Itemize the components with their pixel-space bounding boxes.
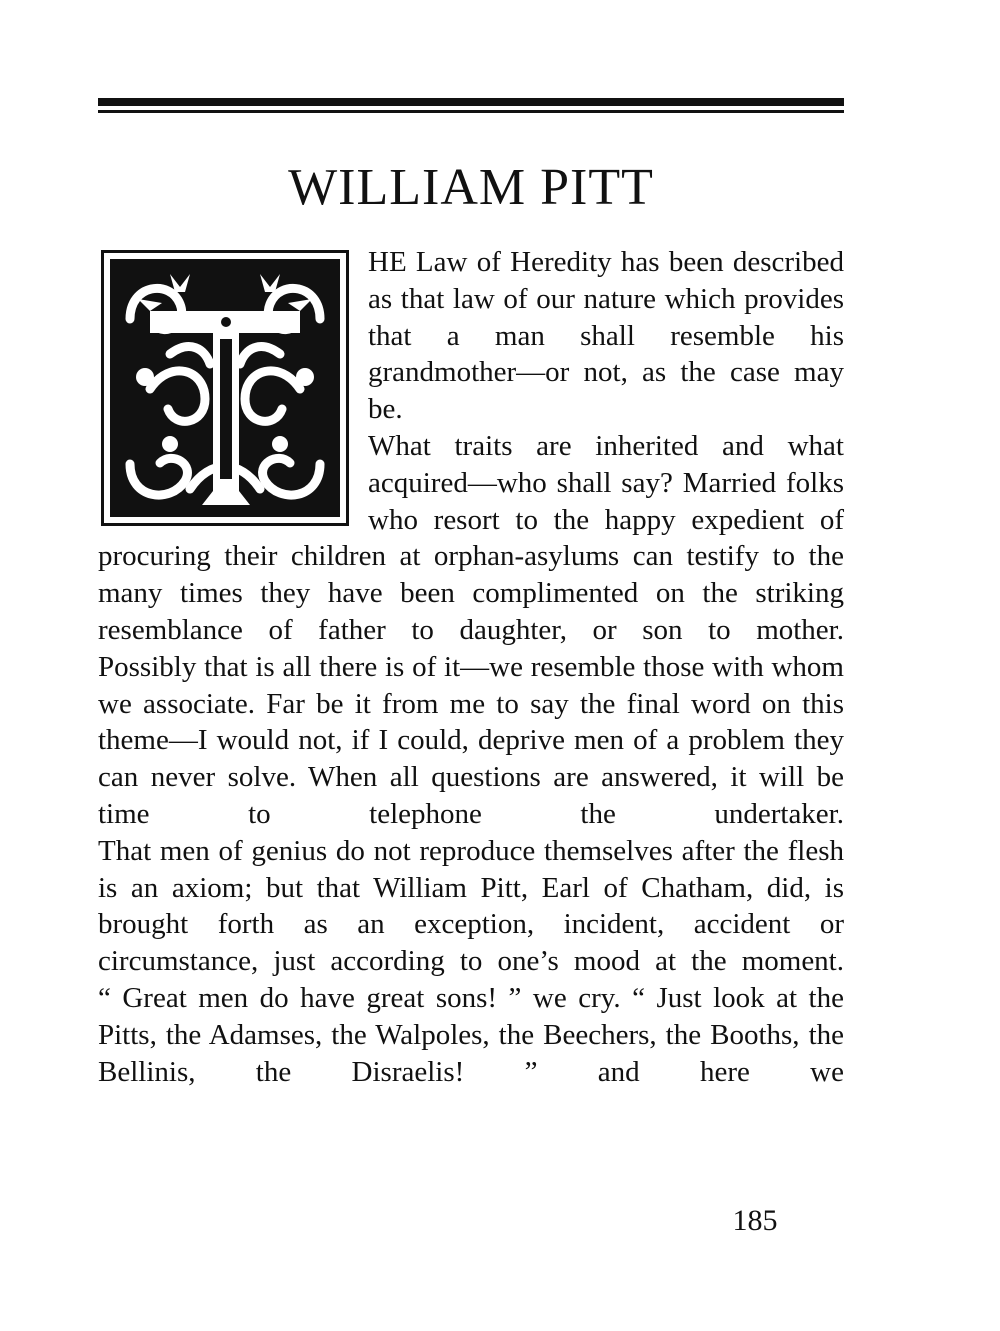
paragraph-5: “ Great men do have great sons! ” we cry. “ Just look at the Pitts, the Adamses, the Walpoles, the Beechers, the Booths, the Bellinis, the Disraelis! ” and here we: [98, 981, 844, 1088]
body-text: [98, 244, 844, 1090]
paragraph-2: What traits are inherited and what acquired—who shall say? Married folks who resort to the happy expedient of procuring their children at orphan-asylums can testify to the many times they have been complimented on the striking resemblance of father to daughter, or son to mother.: [98, 429, 844, 646]
page-title: WILLIAM PITT: [288, 159, 654, 216]
paragraph-1: HE Law of Heredity has been described as that law of our nature which provides that a man shall resemble his grandmother—or not, as the case may be.: [368, 246, 844, 426]
top-rule-thin: [98, 110, 844, 113]
paragraph-4: That men of genius do not reproduce themselves after the flesh is an axiom; but that William Pitt, Earl of Chatham, did, is brought forth as an exception, incident, accident or circumstance, just according to one’s mood at the moment.: [98, 834, 844, 978]
drop-cap-space: [98, 244, 368, 538]
page-number: 185: [732, 1204, 778, 1237]
paragraph-3: Possibly that is all there is of it—we resemble those with whom we associate. Far be it from me to say the final word on this theme—I would not, if I could, deprive men of a problem they can never solve. When all questions are answered, it will be time to telephone the undertaker.: [98, 650, 844, 830]
top-rule-thick: [98, 98, 844, 106]
